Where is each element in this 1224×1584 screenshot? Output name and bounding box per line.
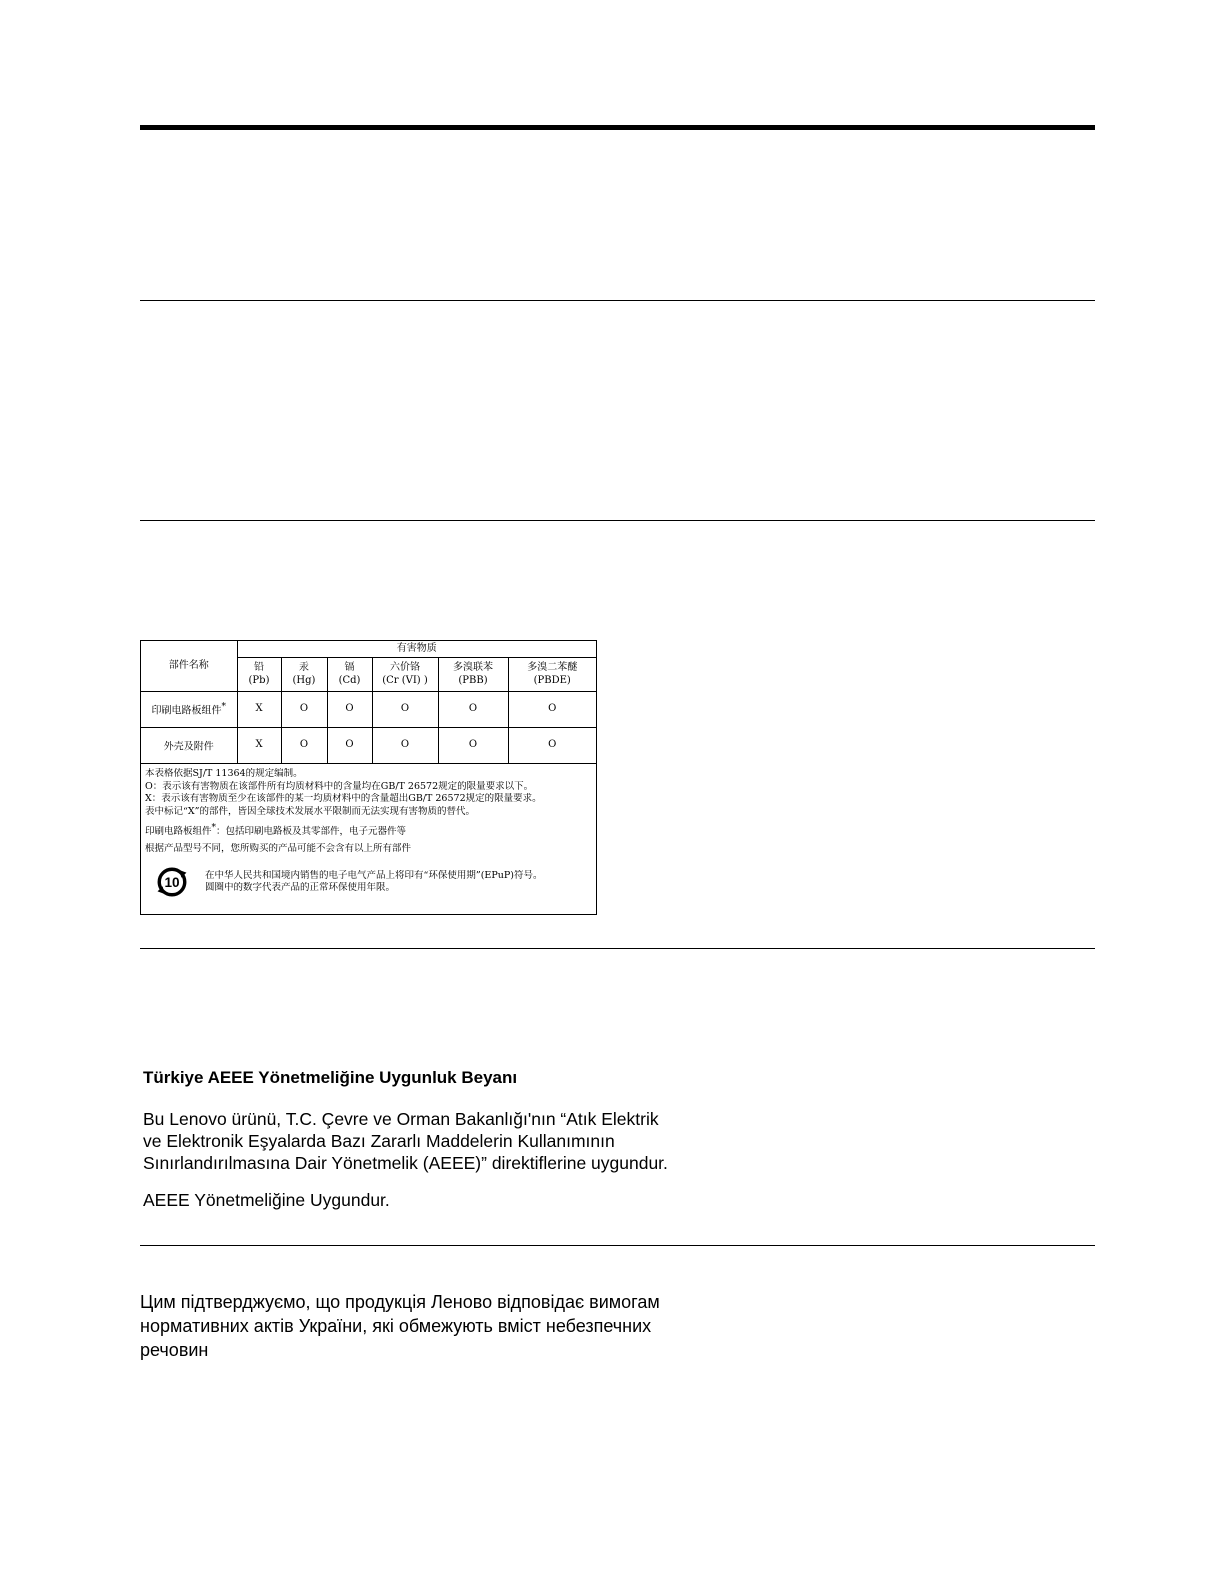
part-footnote-mark: * [221,701,226,712]
body-line: Sınırlandırılmasına Dair Yönetmelik (AEEE)” direktiflerine uygundur. [143,1153,668,1173]
hazardous-substances-table [141,641,596,764]
substance-header [508,658,596,692]
header-rule [140,125,1095,130]
substance-header [372,658,438,692]
table-note-line: 表中标记“X”的部件，皆因全球技术发展水平限制而无法实现有害物质的替代。 [145,805,475,817]
body-line: нормативних актів України, які обмежують вміст небезпечних [140,1316,652,1336]
body-line: Bu Lenovo ürünü, T.C. Çevre ve Orman Bakanlığı'nın “Atık Elektrik [143,1109,659,1129]
part-name: 印刷电路板组件 [151,704,222,716]
section-divider [140,1245,1095,1246]
substance-header [327,658,372,692]
substance-status-cell: X [237,692,281,728]
table-note-line: X：表示该有害物质至少在该部件的某一均质材料中的含量超出GB/T 26572规定的限量要求。 [145,793,542,804]
pcb-note: 印刷电路板组件*：包括印刷电路板及其零部件，电子元器件等 [145,823,407,838]
turkey-rohs-title: Türkiye AEEE Yönetmeliğine Uygunluk Beyanı [143,1068,518,1087]
substance-name: 多溴二苯醚 [527,662,578,673]
substance-status-cell: O [327,728,372,764]
epup-text-line: 在中华人民共和国境内销售的电子电气产品上将印有“环保使用期”(EPuP)符号。 [205,869,543,881]
body-line: речовин [140,1340,209,1360]
section-divider [140,948,1095,949]
epup-10-icon [155,865,189,899]
table-note-line: 本表格依据SJ/T 11364的规定编制。 [145,768,303,779]
table-row [141,728,596,764]
part-name-header: 部件名称 [141,641,237,692]
hazardous-substances-header: 有害物质 [237,641,596,658]
table-notes [141,764,596,899]
substance-status-cell: O [327,692,372,728]
substance-header [237,658,281,692]
china-rohs-table [140,640,597,915]
ukraine-rohs-body [140,1290,660,1362]
epup-note [145,865,592,899]
substance-symbol: (PBDE) [533,674,571,686]
substance-name: 汞 [299,662,309,673]
substance-header [281,658,327,692]
substance-status-cell: O [508,692,596,728]
substance-symbol: (Hg) [292,674,316,686]
turkey-conformity-statement: AEEE Yönetmeliğine Uygundur. [143,1190,390,1210]
substance-status-cell: O [438,692,508,728]
table-row [141,692,596,728]
section-divider [140,300,1095,301]
substance-header [438,658,508,692]
substance-symbol: (Cd) [338,674,361,686]
part-name-cell [141,728,237,764]
substance-status-cell: O [281,728,327,764]
substance-status-cell: O [438,728,508,764]
substance-status-cell: O [372,692,438,728]
substance-name: 铅 [254,662,264,673]
substance-symbol: (Cr (VI) ) [382,674,428,686]
part-name: 外壳及附件 [163,740,214,752]
table-note-line: O：表示该有害物质在该部件所有均质材料中的含量均在GB/T 26572规定的限量要求以下。 [145,780,534,792]
body-line: ve Elektronik Eşyalarda Bazı Zararlı Maddelerin Kullanımının [143,1131,615,1151]
substance-name: 镉 [344,662,355,673]
epup-number: 10 [164,875,180,891]
epup-text-line: 圆圈中的数字代表产品的正常环保使用年限。 [205,882,396,894]
substance-status-cell: X [237,728,281,764]
substance-status-cell: O [508,728,596,764]
substance-symbol: (Pb) [248,674,270,686]
substance-symbol: (PBB) [458,674,488,686]
part-name-cell [141,692,237,728]
substance-status-cell: O [281,692,327,728]
turkey-rohs-body [143,1108,668,1174]
section-divider [140,520,1095,521]
substance-status-cell: O [372,728,438,764]
model-note: 根据产品型号不同，您所购买的产品可能不会含有以上所有部件 [145,842,412,854]
substance-name: 多溴联苯 [453,662,493,673]
substance-name: 六价铬 [390,662,420,673]
body-line: Цим підтверджуємо, що продукція Леново відповідає вимогам [140,1292,660,1312]
